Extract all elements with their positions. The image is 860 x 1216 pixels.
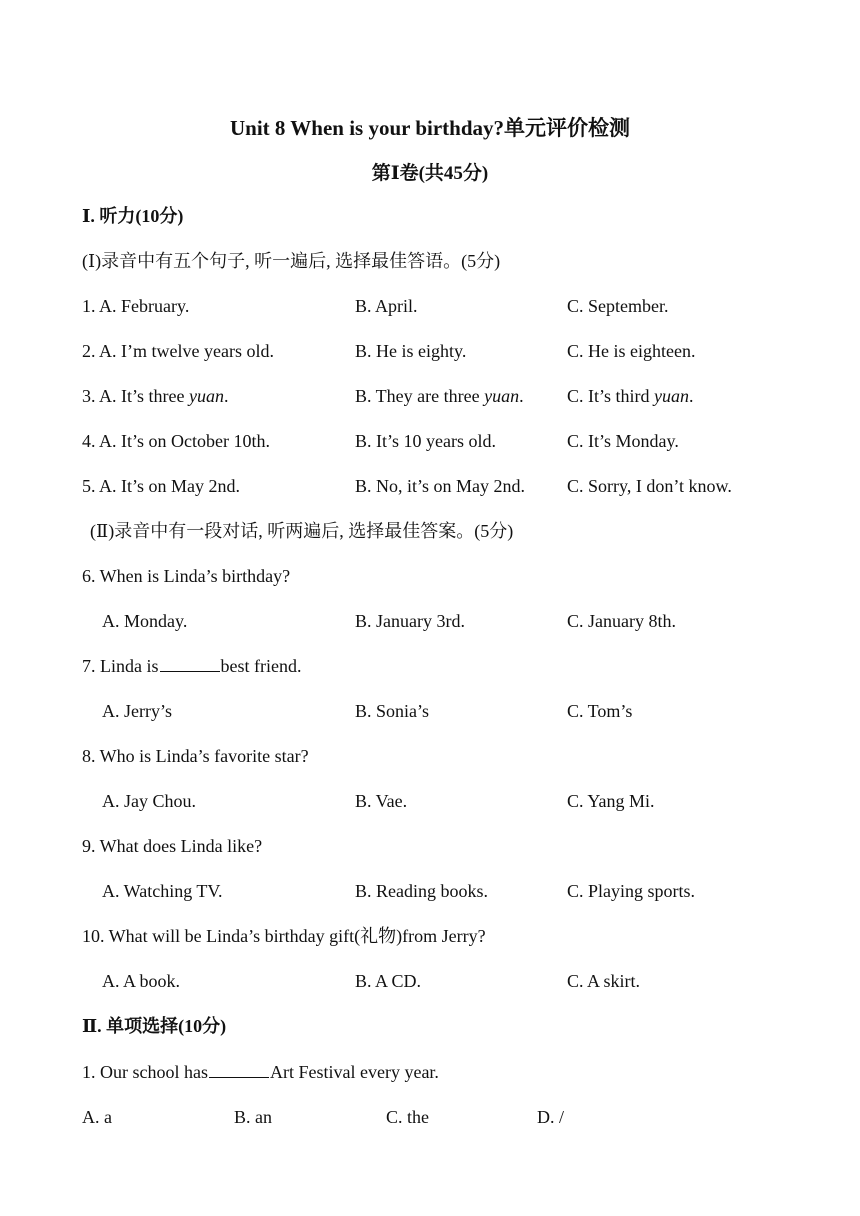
option-a: A. Watching TV.	[102, 881, 223, 901]
option-b: B. an	[234, 1107, 272, 1127]
answer-blank	[160, 653, 220, 672]
page-subtitle: 第Ⅰ卷(共45分)	[371, 163, 489, 184]
option-b: B. A CD.	[355, 971, 422, 991]
part-2-instruction: (Ⅱ)录音中有一段对话, 听两遍后, 选择最佳答案。(5分)	[90, 521, 514, 541]
option-b: B. It’s 10 years old.	[355, 431, 496, 451]
question-9-stem: 9. What does Linda like?	[82, 836, 263, 856]
option-b: B. January 3rd.	[355, 611, 465, 631]
option-d: D. /	[537, 1107, 564, 1127]
question-6-stem: 6. When is Linda’s birthday?	[82, 566, 291, 586]
option-a: 5. A. It’s on May 2nd.	[82, 476, 241, 496]
option-c: C. the	[386, 1107, 429, 1127]
option-a: 2. A. I’m twelve years old.	[82, 341, 274, 361]
mc-question-1-stem: 1. Our school has Art Festival every year.	[82, 1059, 439, 1085]
option-c: C. It’s Monday.	[567, 431, 679, 451]
question-8-stem: 8. Who is Linda’s favorite star?	[82, 746, 309, 766]
option-a: A. a	[82, 1107, 112, 1127]
option-a: A. Jay Chou.	[102, 791, 196, 811]
part-1-instruction: (Ⅰ)录音中有五个句子, 听一遍后, 选择最佳答语。(5分)	[82, 251, 501, 271]
option-b: B. April.	[355, 296, 418, 316]
option-c: C. September.	[567, 296, 669, 316]
option-b: B. Sonia’s	[355, 701, 430, 721]
option-a: A. Monday.	[102, 611, 188, 631]
option-b: B. They are three yuan.	[355, 386, 524, 406]
option-a: A. A book.	[102, 971, 181, 991]
option-b: B. No, it’s on May 2nd.	[355, 476, 526, 496]
section-1-heading: Ⅰ. 听力(10分)	[82, 206, 184, 226]
option-c: C. Playing sports.	[567, 881, 696, 901]
option-c: C. Tom’s	[567, 701, 633, 721]
page-title: Unit 8 When is your birthday?单元评价检测	[229, 116, 631, 140]
option-b: B. Reading books.	[355, 881, 488, 901]
option-b: B. He is eighty.	[355, 341, 467, 361]
question-7-stem: 7. Linda is best friend.	[82, 653, 301, 679]
answer-blank	[209, 1059, 269, 1078]
option-c: C. Sorry, I don’t know.	[567, 476, 732, 496]
option-a: 1. A. February.	[82, 296, 190, 316]
option-c: C. A skirt.	[567, 971, 641, 991]
option-a: A. Jerry’s	[102, 701, 172, 721]
option-c: C. Yang Mi.	[567, 791, 655, 811]
option-c: C. January 8th.	[567, 611, 676, 631]
option-b: B. Vae.	[355, 791, 408, 811]
option-a: 3. A. It’s three yuan.	[82, 386, 229, 406]
option-c: C. He is eighteen.	[567, 341, 696, 361]
option-a: 4. A. It’s on October 10th.	[82, 431, 270, 451]
question-10-stem: 10. What will be Linda’s birthday gift(礼物)from Jerry?	[82, 926, 486, 946]
section-2-heading: Ⅱ. 单项选择(10分)	[82, 1016, 227, 1036]
option-c: C. It’s third yuan.	[567, 386, 694, 406]
